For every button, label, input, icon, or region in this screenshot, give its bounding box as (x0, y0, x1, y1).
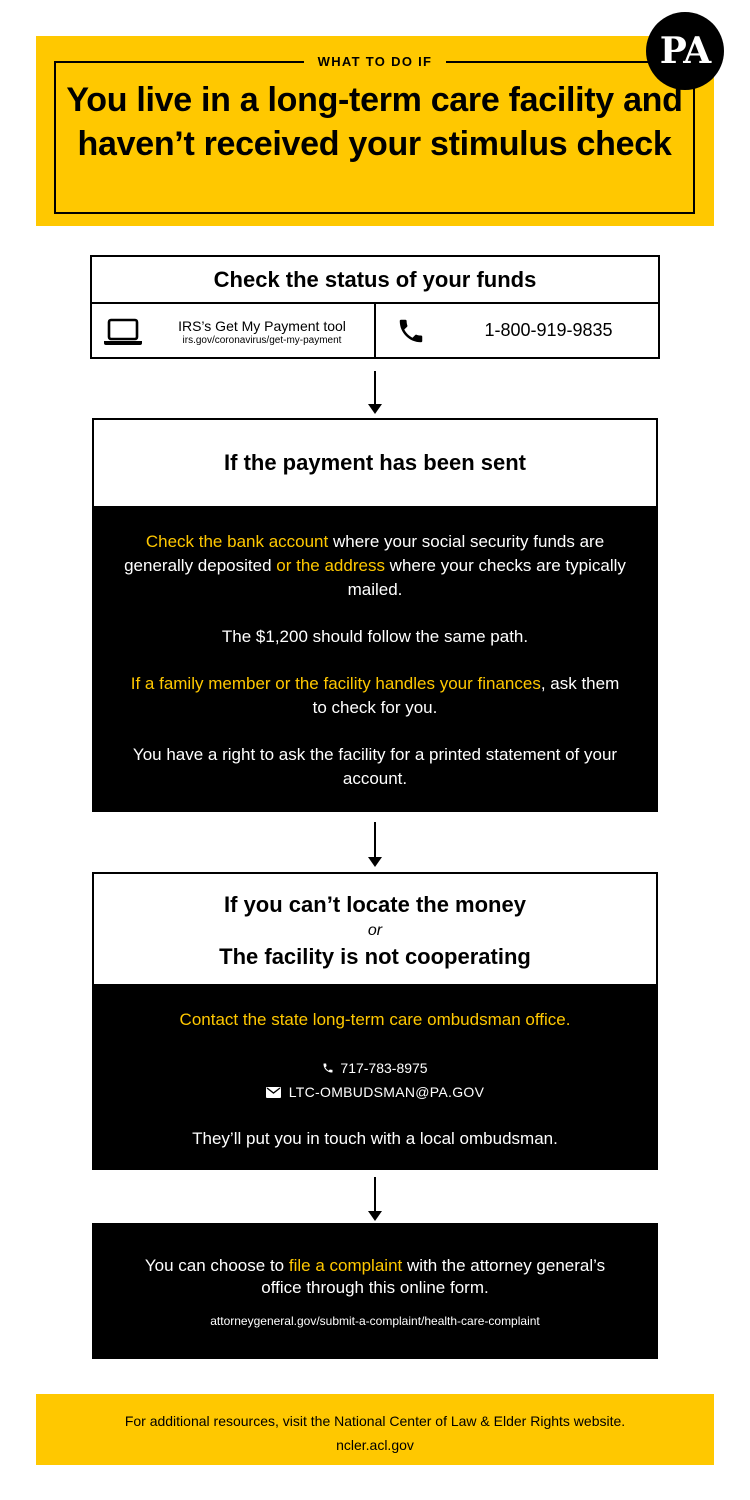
footer-banner (36, 1394, 714, 1465)
phone-icon (322, 1062, 334, 1074)
down-arrow-icon (373, 1177, 377, 1221)
ombudsman-body (92, 984, 658, 1170)
envelope-icon (266, 1087, 281, 1098)
complaint-box (92, 1223, 658, 1359)
status-row (92, 304, 658, 357)
address-text: where your checks are typically mailed. (347, 556, 626, 599)
check-bank-text: where your social security funds are generally deposited (124, 532, 605, 575)
family-member-highlight: If a family member or the facility handles your finances (130, 674, 541, 693)
footer-text: For additional resources, visit the National Center of Law & Elder Rights website. (124, 1413, 626, 1429)
same-path-paragraph: The $1,200 should follow the same path. (221, 627, 529, 646)
ombudsman-email[interactable]: LTC-OMBUDSMAN@PA.GOV (288, 1084, 485, 1100)
status-box (90, 255, 660, 359)
complaint-url-link[interactable]: attorneygeneral.gov/submit-a-complaint/health-care-complaint (210, 1314, 540, 1328)
complaint-text-a: You can choose to (144, 1256, 289, 1275)
or-label: or (367, 922, 383, 939)
down-arrow-icon (373, 371, 377, 414)
cannot-locate-title: If you can’t locate the money (224, 892, 526, 917)
irs-phone-cell[interactable] (376, 304, 658, 357)
page-title: You live in a long-term care facility and haven’t received your stimulus check (66, 81, 683, 163)
eyebrow-label (36, 53, 714, 71)
ombudsman-phone-line[interactable] (92, 1059, 658, 1077)
get-my-payment-text (162, 318, 362, 347)
check-bank-highlight: Check the bank account (145, 532, 329, 551)
cannot-locate-heading (92, 872, 658, 984)
address-highlight: or the address (276, 556, 385, 575)
printed-statement-paragraph: You have a right to ask the facility for a printed statement of your account. (132, 745, 618, 788)
down-arrow-icon (373, 822, 377, 867)
laptop-icon (103, 318, 143, 346)
irs-phone-number[interactable]: 1-800-919-9835 (484, 320, 613, 340)
phone-icon (396, 316, 426, 346)
payment-sent-heading: If the payment has been sent (92, 418, 658, 506)
header-banner (36, 36, 714, 226)
complaint-text-b: with the attorney general’s office through this online form. (261, 1256, 606, 1297)
family-member-text: , ask them to check for you. (312, 674, 620, 717)
check-bank-paragraph (122, 530, 628, 602)
ombudsman-phone[interactable]: 717-783-8975 (340, 1060, 428, 1076)
ombudsman-email-line[interactable] (92, 1083, 658, 1101)
tool-url-link[interactable]: irs.gov/coronavirus/get-my-payment (182, 335, 342, 346)
family-member-paragraph (122, 672, 628, 720)
file-complaint-highlight: file a complaint (288, 1256, 403, 1275)
contact-office-text: Contact the state long-term care ombudsman office. (179, 1010, 571, 1029)
status-title: Check the status of your funds (92, 257, 658, 304)
tool-name: IRS’s Get My Payment tool (178, 318, 346, 334)
pa-logo: PA (646, 12, 724, 90)
get-my-payment-cell[interactable] (92, 304, 376, 357)
local-ombudsman-text: They’ll put you in touch with a local ombudsman. (192, 1129, 558, 1148)
eyebrow-text: WHAT TO DO IF (304, 54, 447, 70)
payment-sent-body (92, 506, 658, 812)
complaint-text (142, 1255, 608, 1299)
footer-url-link[interactable]: ncler.acl.gov (336, 1437, 414, 1453)
not-cooperating-title: The facility is not cooperating (219, 944, 531, 969)
